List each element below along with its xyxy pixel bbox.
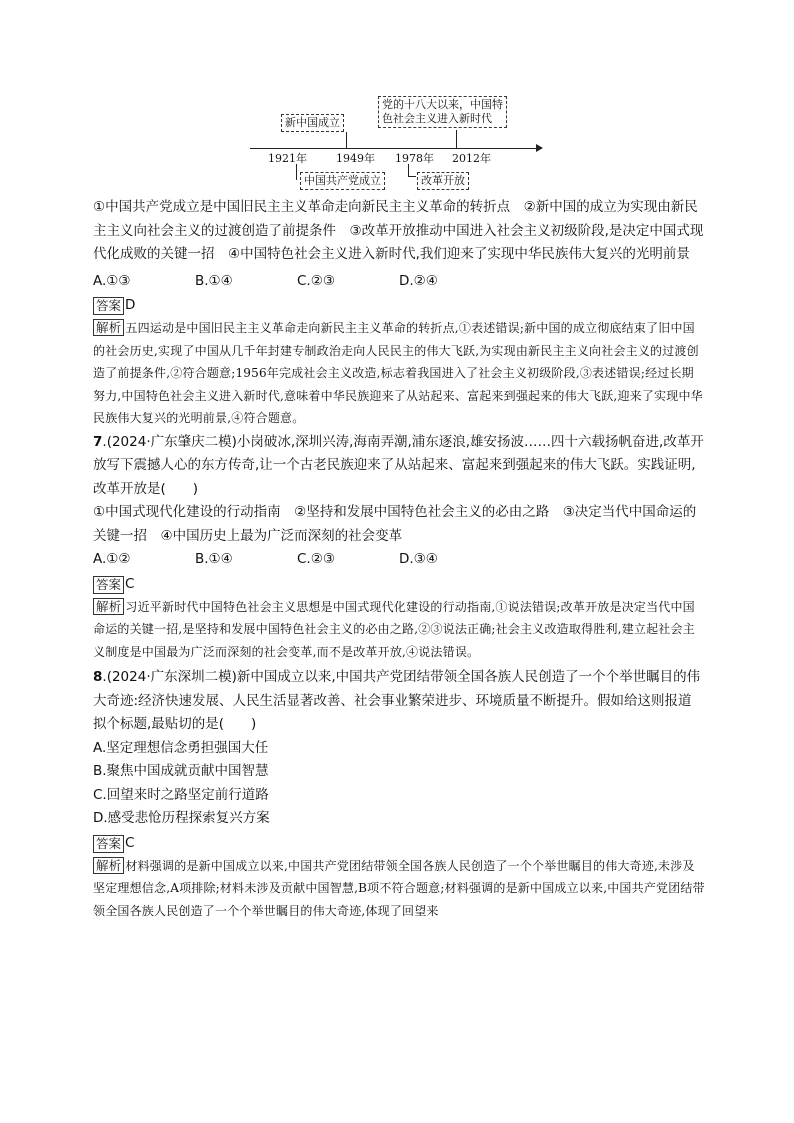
q8-option-d: D.感受悲怆历程探索复兴方案	[93, 810, 270, 826]
q6-option-c: C.②③	[297, 272, 335, 289]
q7-number: 7	[93, 433, 103, 450]
box-reform: 改革开放	[417, 172, 469, 190]
q7-options	[93, 548, 705, 572]
year-1921: 1921年	[268, 152, 307, 165]
connector-1921	[296, 164, 297, 180]
q7-answer-value: C	[125, 575, 135, 592]
q6-answer-value: D	[125, 297, 136, 314]
timeline-axis	[250, 148, 538, 149]
q7-stem	[93, 431, 705, 502]
q8-explanation-text: 材料强调的是新中国成立以来,中国共产党团结带领全国各族人民创造了一个个举世瞩目的伟大奇迹,未涉及坚定理想信念,A项排除;材料未涉及贡献中国智慧,B项不符合题意;材料强调的是新中国成立以来,中国共产党团结带领全国各族人民创造了一个个举世瞩目的伟大奇迹,体现了回望来	[93, 858, 705, 918]
box-eighteenth-line-2: 色社会主义进入新时代	[382, 112, 492, 125]
box-new-china: 新中国成立	[281, 114, 344, 132]
explain-tag: 解析	[93, 857, 124, 874]
q8-stem	[93, 666, 705, 737]
q6-answer	[93, 295, 705, 317]
q8-answer	[93, 833, 705, 855]
connector-2012	[456, 130, 457, 148]
q7-option-d: D.③④	[399, 551, 438, 567]
q8-option-a: A.坚定理想信念勇担强国大任	[93, 739, 269, 756]
connector-1949	[346, 132, 347, 148]
q6-options	[93, 270, 705, 294]
q8-option-c: C.回望来时之路坚定前行道路	[93, 786, 269, 803]
q7-option-a: A.①②	[93, 551, 131, 567]
q8-stem-text: 新中国成立以来,中国共产党团结带领全国各族人民创造了一个个举世瞩目的伟大奇迹:经济快速发展、人民生活显著改善、社会事业繁荣进步、环境质量不断提升。假如给这则报道拟个标题,最贴切的是( )	[93, 669, 701, 732]
q7-stem-text: 小岗破冰,深圳兴涛,海南弄潮,浦东逐浪,雄安扬波……四十六载扬帆奋进,改革开放写下震撼人心的东方传奇,让一个古老民族迎来了从站起来、富起来到强起来的伟大飞跃。实践证明,改革开放是( )	[93, 433, 704, 497]
q7-statements: ①中国式现代化建设的行动指南 ②坚持和发展中国特色社会主义的必由之路 ③决定当代中国命运的关键一招 ④中国历史上最为广泛而深刻的社会变革	[93, 504, 697, 544]
year-2012: 2012年	[452, 152, 491, 165]
box-cpc-founded: 中国共产党成立	[300, 172, 385, 190]
q6-option-b: B.①④	[195, 272, 233, 289]
timeline-diagram	[250, 96, 550, 192]
answer-tag: 答案	[93, 297, 124, 315]
answer-tag: 答案	[93, 576, 124, 594]
q6-explanation-text: 五四运动是中国旧民主主义革命走向新民主主义革命的转折点,①表述错误;新中国的成立彻底结束了旧中国的社会历史,实现了中国从几千年封建专制政治走向人民民主的伟大飞跃,为实现由新民主主义向社会主义的过渡创造了前提条件,②符合题意;1956年完成社会主义改造,标志着我国进入了社会主义初级阶段,③表述错误;经过长期努力,中国特色社会主义进入新时代,意味着中华民族迎来了从站起来、富起来到强起来的伟大飞跃,迎来了实现中华民族伟大复兴的光明前景,④符合题意。	[93, 321, 703, 425]
q7-source: .(2024·广东肇庆二模)	[102, 433, 237, 450]
connector-1978	[408, 164, 409, 176]
timeline-arrow	[536, 144, 543, 152]
q7-explanation-text: 习近平新时代中国特色社会主义思想是中国式现代化建设的行动指南,①说法错误;改革开放是决定当代中国命运的关键一招,是坚持和发展中国特色社会主义的必由之路,②③说法正确;社会主义改造取得胜利,建立起社会主义制度是中国最为广泛而深刻的社会变革,而不是改革开放,④说法错误。	[93, 599, 695, 659]
q7-answer	[93, 574, 705, 596]
q8-source: .(2024·广东深圳二模)	[102, 669, 237, 685]
answer-tag: 答案	[93, 835, 124, 853]
q6-option-a: A.①③	[93, 272, 131, 289]
q8-option-b: B.聚焦中国成就贡献中国智慧	[93, 763, 269, 779]
explain-tag: 解析	[93, 319, 124, 336]
year-1978: 1978年	[395, 152, 434, 165]
box-eighteenth-line-1: 党的十八大以来，中国特	[382, 98, 503, 111]
q6-statements: ①中国共产党成立是中国旧民主主义革命走向新民主主义革命的转折点 ②新中国的成立为实现由新民主主义向社会主义的过渡创造了前提条件 ③改革开放推动中国进入社会主义初级阶段,是决定中国式现代化成败的关键一招 ④中国特色社会主义进入新时代,我们迎来了实现中华民族伟大复兴的光明前景	[93, 199, 704, 262]
q8-number: 8	[93, 669, 103, 685]
q7-explanation	[93, 596, 705, 664]
q8-explanation	[93, 855, 705, 923]
q8-answer-value: C	[125, 834, 135, 851]
box-eighteenth-congress	[378, 96, 507, 128]
q7-option-c: C.②③	[297, 551, 335, 567]
year-1949: 1949年	[336, 152, 375, 165]
document-body	[93, 196, 705, 922]
q6-explanation	[93, 317, 705, 430]
q6-option-d: D.②④	[399, 272, 438, 289]
connector-1978-h	[408, 176, 416, 177]
explain-tag: 解析	[93, 598, 124, 615]
q7-option-b: B.①④	[195, 551, 233, 567]
q8-options	[93, 737, 705, 831]
